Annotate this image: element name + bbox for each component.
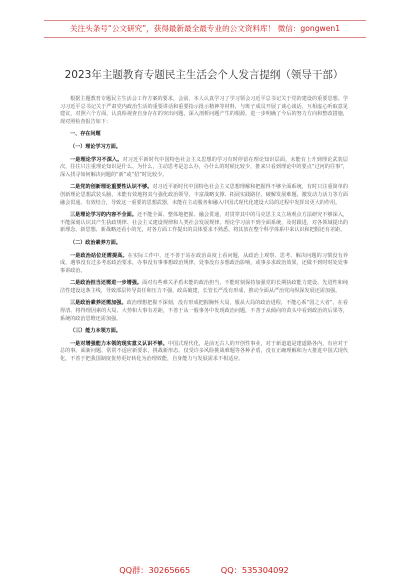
- paragraph-lead: 二是党的创新理论重要性认识不够。: [70, 184, 153, 191]
- subsection-heading-ability: （三）能力本领方面。: [70, 328, 121, 335]
- paragraph-text: 对习近平新时代中国特色社会主义思想的学习有时停留在理论知识层面，未能有上升到理论武装层次，往往只注重理论知识是什么、为什么，主动思考是怎么办，办什么的时候比较少，推来只看到理论中的要点“过河的往事”，深入找寻如何解决问题的“新”或“招”时比较少。: [60, 156, 348, 178]
- paragraph-politics-2: [60, 280, 348, 295]
- subsection-heading-theory: （一）理论学习方面。: [70, 143, 121, 150]
- paragraph-text: 在实际工作中，还不善于站在政治高度上看问题，从政治上观察、思考、解决问题的习惯没有养成，遇事没有过多考虑政治要求，办事没有事事想政治规律，处事没有多想政治影响，或事多求政治效果，还做不到时时处处事事讲政治。: [60, 252, 348, 274]
- paragraph-theory-1: [60, 157, 348, 180]
- paragraph-lead: 一是政治站位还需提高。: [70, 252, 128, 259]
- qq-number: QQ：535304092: [220, 565, 289, 575]
- promo-banner: 关注头条号“公文研究”，获得最新最全最专业的公文资料库！ 微信：gongwen1: [44, 20, 366, 38]
- paragraph-text: 对习近平新时代中国特色社会主义思想理解和把握得不够全面系统，有时只注重简单的创新理论思想武装头脑，未能有效地将其与强化政治领导、丰富战略支撑、拓展实践路径、破解发展难题、激发动力活力等方面融会贯通、有效结合，导致这一重要的思想武器，未能在主动服务和融入中国式现代化建设大局的过程中发挥出更大的作用。: [60, 184, 348, 206]
- qq-group-number: QQ群：30265665: [119, 565, 191, 575]
- paragraph-lead: 三是理论学习的内容不全面。: [70, 212, 137, 219]
- paragraph-lead: 二是政治担当还需进一步增强。: [70, 280, 143, 287]
- paragraph-politics-3: [60, 300, 348, 323]
- paragraph-lead: 三是政治素养还需加强。: [70, 300, 127, 307]
- contact-footer: [0, 565, 408, 576]
- section-heading-problems: 一、存在问题: [70, 131, 101, 138]
- paragraph-lead: 一是对增强能力本领的现实意义认识不够。: [70, 340, 168, 347]
- paragraph-text: 中国式现代化，是前无古人的开创性事业，对于新道道是建道路各内，有应对于总的事。面新问题、常常不适应新要求，挑战新形态。仅受许多风险挑战难题等各种矛盾，没有正确理解和为大推进中国式现代化，不善于把我国制度优势更好转化为治理效能，自身能力与发展需求不相适应。: [60, 340, 348, 363]
- paragraph-politics-1: [60, 253, 348, 276]
- document-body: [60, 96, 348, 369]
- paragraph-lead: 一是理论学习不深入。: [70, 156, 123, 163]
- paragraph-text: 面对有些难关矛盾未能的政治担当，不能时刻保持加强党的长期执政能力建设、先进性和纯洁性建设这条主线，导致部层传导责任和压力不强，政高破建，长管长严没有形成，推动全面从严治党向纵深发展还需加强。: [60, 280, 348, 294]
- paragraph-theory-2: [60, 184, 348, 207]
- subsection-heading-politics: （二）政治素养方面。: [70, 239, 121, 246]
- paragraph-ability-1: [60, 341, 348, 364]
- paragraph-theory-3: [60, 212, 348, 235]
- document-title: 2023年主题教育专题民主生活会个人发言提纲（领导干部）: [64, 69, 344, 81]
- intro-paragraph: 根据主题教育专题民主生活会工作方案的要求，会前，本人认真学习了学习领会习近平总书记关于党的建设的重要思想、学习习近平总书记关于严肃党内政治生活的重要讲话和重要指示批示精神等材料，与班子成员开展了谈心谈话，互相虚心听取意见建议，对照六个方面，认真检视查自身存在的突出问题，深入剖析问题产生的根源，进一步明确了今后的努力方向和整改措施，现对照检查报告如下：: [60, 96, 348, 125]
- paragraph-text: 还不能全面、整体地把握、融会贯通，对贯穿其中的马克思主义立场观点方法研究不够深入，不能深刻认识其产生执政规律、社会主义建设规律和人类社会发展规律。理论学习前不到全面系统，及时跟进，对各领域提出的新理念、新思想、新战略还看小的光，对各方面工作提出的具体要求不熟悉，将其放在整个科学体系中来认识和把握还有差距。: [60, 212, 348, 234]
- paragraph-text: 政治理想把握不深刻，没有形成把握胸怀大局，服从大局的政治进程，不能心系“国之大者”，在看得清、将得理因素的大局、大势和大事有差距，不善于从一般事务中发现政治问题，不善于从倾向的苗头中看到政治的后果等，系统的政治思维还需加强。: [60, 300, 348, 322]
